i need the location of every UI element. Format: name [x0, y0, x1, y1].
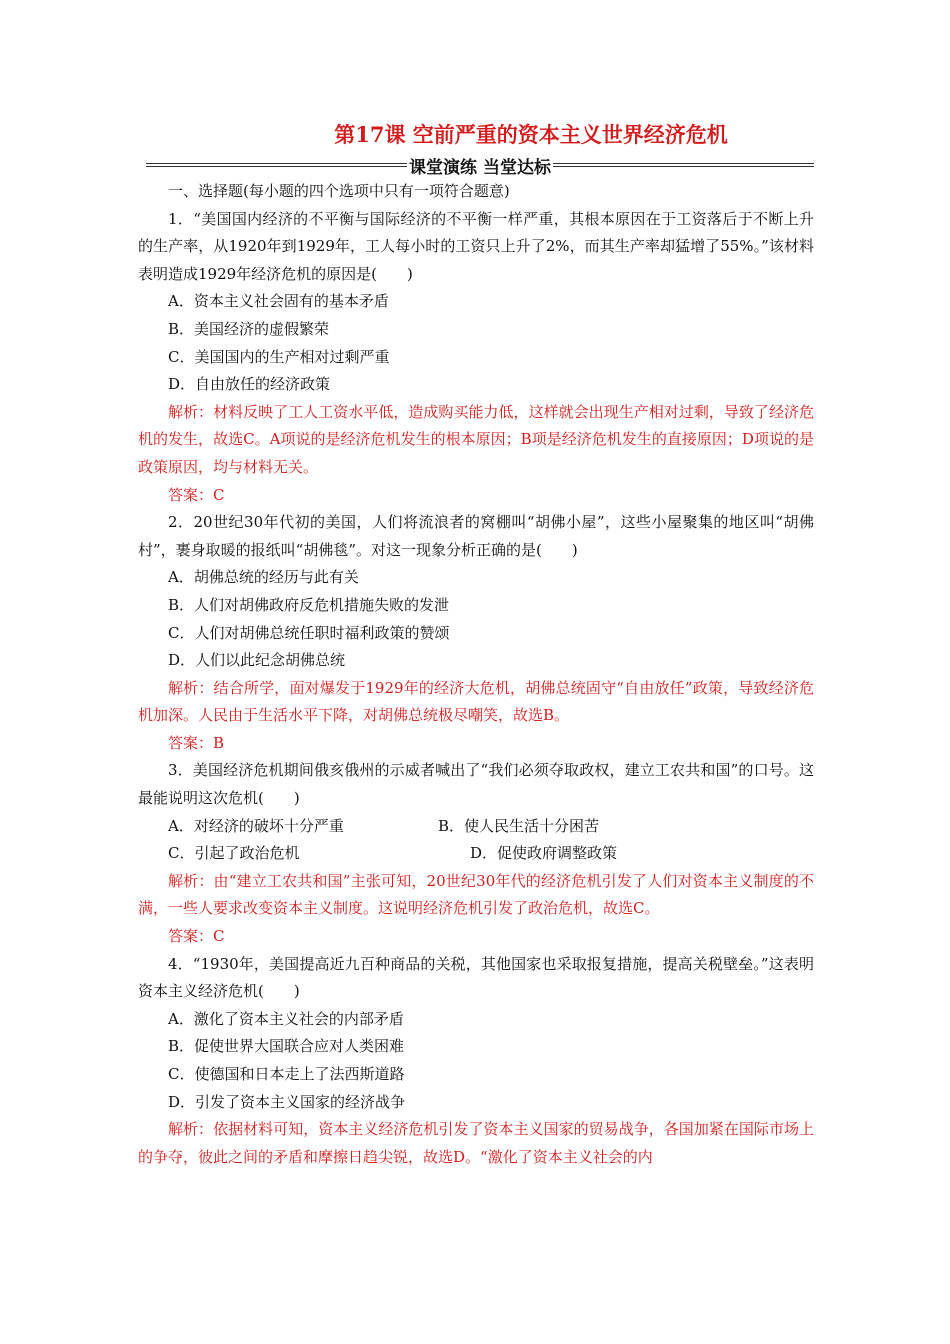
section-heading: 一、选择题(每小题的四个选项中只有一项符合题意): [168, 182, 510, 200]
question-stem: 4．“1930年，美国提高近九百种商品的关税，其他国家也采取报复措施，提高关税壁垒。”这表明资本主义经济危机( ): [138, 954, 814, 1001]
answer: 答案：C: [168, 927, 225, 946]
answer: 答案：B: [168, 733, 225, 752]
question-3: [138, 757, 814, 950]
option-d: D．自由放任的经济政策: [168, 375, 331, 394]
option-b: B．人们对胡佛政府反危机措施失败的发泄: [168, 595, 450, 614]
question-1: [138, 206, 814, 510]
option-b: B．使人民生活十分困苦: [438, 816, 600, 835]
option-a: A．胡佛总统的经历与此有关: [168, 568, 359, 587]
option-d: D．引发了资本主义国家的经济战争: [168, 1092, 406, 1111]
document-page: [138, 118, 814, 1171]
question-stem: 3．美国经济危机期间俄亥俄州的示威者喊出了“我们必须夺取政权，建立工农共和国”的口号。这最能说明这次危机( ): [138, 761, 814, 808]
option-c: C．引起了政治危机: [168, 844, 300, 863]
analysis: 解析：材料反映了工人工资水平低，造成购买能力低，这样就会出现生产相对过剩，导致了经济危机的发生，故选C。A项说的是经济危机发生的根本原因；B项是经济危机发生的直接原因；D项说的是政策原因，均与材料无关。: [138, 402, 814, 476]
subtitle-rule-left: [146, 163, 407, 167]
option-d: D．人们以此纪念胡佛总统: [168, 651, 346, 670]
option-b: B．促使世界大国联合应对人类困难: [168, 1037, 405, 1056]
option-a: A．资本主义社会固有的基本矛盾: [168, 292, 389, 311]
subtitle-rule-right: [553, 163, 814, 167]
question-4: [138, 951, 814, 1172]
analysis: 解析：依据材料可知，资本主义经济危机引发了资本主义国家的贸易战争，各国加紧在国际市场上的争夺，彼此之间的矛盾和摩擦日趋尖锐，故选D。“激化了资本主义社会的内: [138, 1120, 814, 1166]
option-c: C．人们对胡佛总统任职时福利政策的赞颂: [168, 623, 450, 642]
option-c: C．美国国内的生产相对过剩严重: [168, 347, 390, 366]
page-title: 第17课 空前严重的资本主义世界经济危机: [334, 122, 728, 147]
option-d: D．促使政府调整政策: [470, 844, 618, 863]
subtitle: 课堂演练 当堂达标: [409, 157, 551, 178]
subtitle-banner: [138, 152, 814, 178]
question-2: [138, 509, 814, 757]
question-stem: 2．20世纪30年代初的美国，人们将流浪者的窝棚叫“胡佛小屋”，这些小屋聚集的地区叫“胡佛村”，裹身取暖的报纸叫“胡佛毯”。对这一现象分析正确的是( ): [138, 513, 814, 559]
option-b: B．美国经济的虚假繁荣: [168, 319, 330, 338]
option-c: C．使德国和日本走上了法西斯道路: [168, 1065, 405, 1083]
answer: 答案：C: [168, 485, 225, 504]
analysis: 解析：结合所学，面对爆发于1929年的经济大危机，胡佛总统固守“自由放任”政策，导致经济危机加深。人民由于生活水平下降，对胡佛总统极尽嘲笑，故选B。: [138, 678, 814, 725]
options-row-2: [138, 840, 814, 868]
options-row-1: [138, 813, 814, 841]
question-stem: 1．“美国国内经济的不平衡与国际经济的不平衡一样严重，其根本原因在于工资落后于不断上升的生产率，从1920年到1929年，工人每小时的工资只上升了2%，而其生产率却猛增了55%。”该材料表明造成1929年经济危机的原因是( ): [138, 209, 814, 283]
option-a: A．对经济的破坏十分严重: [168, 816, 344, 835]
option-a: A．激化了资本主义社会的内部矛盾: [168, 1009, 404, 1028]
analysis: 解析：由“建立工农共和国”主张可知，20世纪30年代的经济危机引发了人们对资本主义制度的不满，一些人要求改变资本主义制度。这说明经济危机引发了政治危机，故选C。: [138, 871, 814, 918]
